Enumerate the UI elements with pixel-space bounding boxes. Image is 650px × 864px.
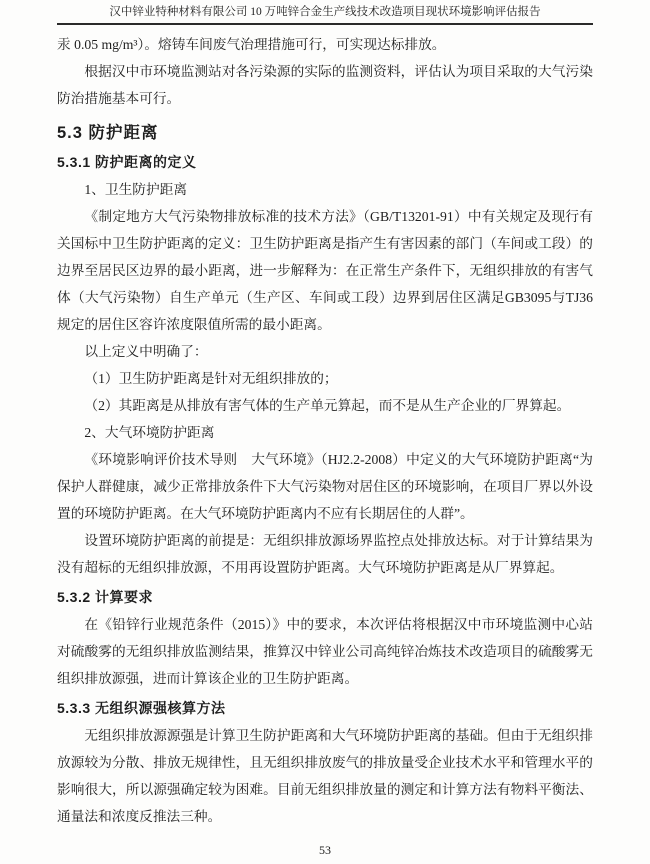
list-item-definition-1: （1）卫生防护距离是针对无组织排放的； [84, 371, 338, 386]
subsection-heading-5-3-1: 5.3.1 防护距离的定义 [57, 154, 197, 170]
page-number: 53 [319, 843, 331, 857]
subsection-heading-5-3-2: 5.3.2 计算要求 [57, 589, 154, 605]
paragraph: 《制定地方大气污染物排放标准的技术方法》（GB/T13201-91）中有关规定及现行有关国标中卫生防护距离的定义：卫生防护距离是指产生有害因素的部门（车间或工段）的边界至居民区边界的最小距离，进一步解释为：在正常生产条件下，无组织排放的有害气体（大气污染物）自生产单元（生产区、车间或工段）边界到居住区满足GB3095与TJ36规定的居住区容许浓度限值所需的最小距离。 [57, 209, 593, 332]
paragraph: 《环境影响评价技术导则 大气环境》（HJ2.2-2008）中定义的大气环境防护距离“为保护人群健康，减少正常排放条件下大气污染物对居住区的环境影响，在项目厂界以外设置的环境防护距离。在大气环境防护距离内不应有长期居住的人群”。 [57, 452, 593, 521]
document-body [57, 31, 593, 830]
section-heading-5-3: 5.3 防护距离 [57, 124, 159, 142]
paragraph: 在《铅锌行业规范条件（2015）》中的要求，本次评估将根据汉中市环境监测中心站对硫酸雾的无组织排放监测结果，推算汉中锌业公司高纯锌冶炼技术改造项目的硫酸雾无组织排放源强，进而计算该企业的卫生防护距离。 [57, 617, 593, 686]
paragraph: 根据汉中市环境监测站对各污染源的实际的监测资料，评估认为项目采取的大气污染防治措施基本可行。 [57, 64, 593, 106]
paragraph: 设置环境防护距离的前提是：无组织排放源场界监控点处排放达标。对于计算结果为没有超标的无组织排放源，不用再设置防护距离。大气环境防护距离是从厂界算起。 [57, 533, 593, 575]
page-header [57, 5, 593, 25]
list-item-2-atmospheric-distance: 2、大气环境防护距离 [84, 425, 215, 440]
page-footer [0, 844, 650, 857]
paragraph: 以上定义中明确了： [84, 344, 208, 359]
list-item-definition-2: （2）其距离是从排放有害气体的生产单元算起，而不是从生产企业的厂界算起。 [84, 398, 571, 413]
subsection-heading-5-3-3: 5.3.3 无组织源强核算方法 [57, 700, 226, 716]
paragraph: 无组织排放源源强是计算卫生防护距离和大气环境防护距离的基础。但由于无组织排放源较为分散、排放无规律性，且无组织排放废气的排放量受企业技术水平和管理水平的影响很大，所以源强确定较为困难。目前无组织排放量的测定和计算方法有物料平衡法、通量法和浓度反推法三种。 [57, 728, 593, 824]
list-item-1-sanitary-distance: 1、卫生防护距离 [84, 182, 188, 197]
page-header-title: 汉中锌业特种材料有限公司 10 万吨锌合金生产线技术改造项目现状环境影响评估报告 [109, 6, 541, 18]
paragraph-continued: 汞 0.05 mg/m³）。熔铸车间废气治理措施可行，可实现达标排放。 [57, 37, 446, 52]
